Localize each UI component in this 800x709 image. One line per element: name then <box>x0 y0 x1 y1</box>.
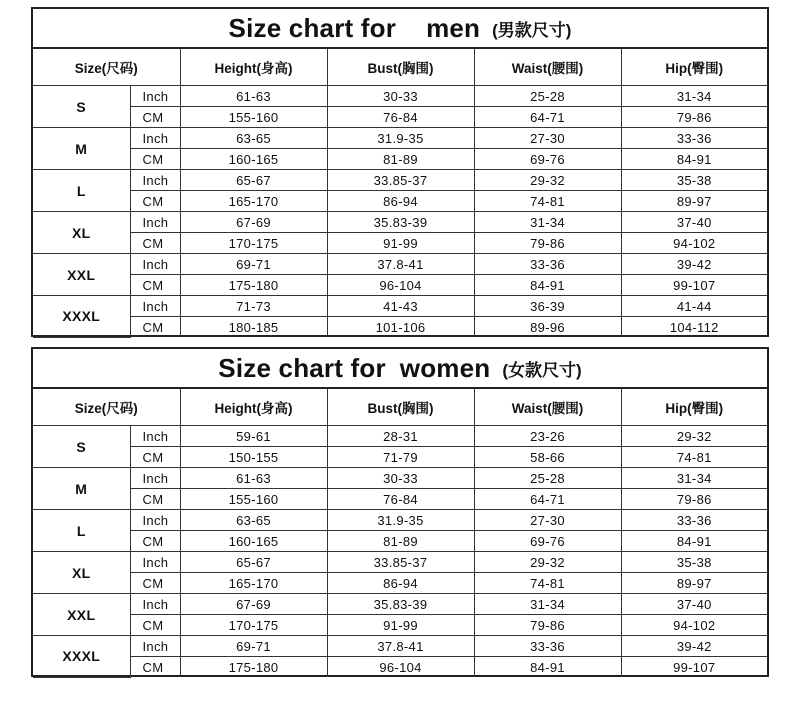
title-cn: (女款尺寸) <box>502 360 582 380</box>
waist-cell: 27-30 <box>474 510 621 531</box>
height-cell: 69-71 <box>180 636 327 657</box>
table-row <box>33 510 767 531</box>
table-row <box>33 615 767 636</box>
height-cell: 63-65 <box>180 128 327 149</box>
size-table-women <box>33 389 767 678</box>
height-cell: 155-160 <box>180 489 327 510</box>
unit-cell: Inch <box>130 594 180 615</box>
column-header: Hip(臀围) <box>621 389 767 426</box>
height-cell: 65-67 <box>180 170 327 191</box>
unit-cell: CM <box>130 573 180 594</box>
unit-cell: Inch <box>130 170 180 191</box>
column-header: Bust(胸围) <box>327 49 474 86</box>
size-chart-men <box>31 7 769 337</box>
size-chart-women <box>31 347 769 677</box>
table-row <box>33 296 767 317</box>
waist-cell: 36-39 <box>474 296 621 317</box>
hip-cell: 84-91 <box>621 149 767 170</box>
hip-cell: 31-34 <box>621 468 767 489</box>
bust-cell: 28-31 <box>327 426 474 447</box>
bust-cell: 101-106 <box>327 317 474 338</box>
height-cell: 175-180 <box>180 275 327 296</box>
table-row <box>33 275 767 296</box>
size-cell: S <box>33 426 130 468</box>
unit-cell: Inch <box>130 510 180 531</box>
waist-cell: 23-26 <box>474 426 621 447</box>
table-row <box>33 233 767 254</box>
bust-cell: 71-79 <box>327 447 474 468</box>
table-row <box>33 107 767 128</box>
height-cell: 160-165 <box>180 149 327 170</box>
header-row <box>33 389 767 426</box>
size-cell: S <box>33 86 130 128</box>
table-row <box>33 573 767 594</box>
bust-cell: 35.83-39 <box>327 212 474 233</box>
title-cn: (男款尺寸) <box>492 20 572 40</box>
size-cell: XXL <box>33 254 130 296</box>
waist-cell: 33-36 <box>474 254 621 275</box>
unit-cell: CM <box>130 531 180 552</box>
hip-cell: 89-97 <box>621 191 767 212</box>
hip-cell: 99-107 <box>621 275 767 296</box>
title-main: Size chart for <box>218 352 386 383</box>
unit-cell: CM <box>130 107 180 128</box>
waist-cell: 33-36 <box>474 636 621 657</box>
hip-cell: 39-42 <box>621 636 767 657</box>
table-row <box>33 531 767 552</box>
bust-cell: 30-33 <box>327 468 474 489</box>
waist-cell: 58-66 <box>474 447 621 468</box>
bust-cell: 35.83-39 <box>327 594 474 615</box>
table-row <box>33 489 767 510</box>
size-cell: XL <box>33 212 130 254</box>
table-row <box>33 594 767 615</box>
size-cell: XL <box>33 552 130 594</box>
waist-cell: 69-76 <box>474 531 621 552</box>
header-row <box>33 49 767 86</box>
waist-cell: 29-32 <box>474 552 621 573</box>
bust-cell: 31.9-35 <box>327 128 474 149</box>
height-cell: 61-63 <box>180 86 327 107</box>
hip-cell: 39-42 <box>621 254 767 275</box>
waist-cell: 74-81 <box>474 191 621 212</box>
height-cell: 65-67 <box>180 552 327 573</box>
column-header: Hip(臀围) <box>621 49 767 86</box>
bust-cell: 76-84 <box>327 489 474 510</box>
bust-cell: 96-104 <box>327 275 474 296</box>
waist-cell: 31-34 <box>474 212 621 233</box>
unit-cell: CM <box>130 657 180 678</box>
height-cell: 175-180 <box>180 657 327 678</box>
hip-cell: 74-81 <box>621 447 767 468</box>
bust-cell: 86-94 <box>327 573 474 594</box>
hip-cell: 79-86 <box>621 489 767 510</box>
table-row <box>33 254 767 275</box>
waist-cell: 69-76 <box>474 149 621 170</box>
waist-cell: 89-96 <box>474 317 621 338</box>
height-cell: 61-63 <box>180 468 327 489</box>
unit-cell: CM <box>130 149 180 170</box>
hip-cell: 37-40 <box>621 212 767 233</box>
height-cell: 160-165 <box>180 531 327 552</box>
waist-cell: 84-91 <box>474 657 621 678</box>
size-cell: M <box>33 468 130 510</box>
table-row <box>33 657 767 678</box>
chart-title-women <box>33 349 767 389</box>
hip-cell: 104-112 <box>621 317 767 338</box>
title-gender: men <box>426 12 481 43</box>
column-header: Height(身高) <box>180 49 327 86</box>
waist-cell: 79-86 <box>474 615 621 636</box>
unit-cell: Inch <box>130 552 180 573</box>
hip-cell: 84-91 <box>621 531 767 552</box>
title-main: Size chart for <box>228 12 397 43</box>
column-header: Size(尺码) <box>33 389 180 426</box>
unit-cell: Inch <box>130 296 180 317</box>
table-row <box>33 191 767 212</box>
table-row <box>33 212 767 233</box>
bust-cell: 91-99 <box>327 233 474 254</box>
unit-cell: CM <box>130 275 180 296</box>
size-cell: L <box>33 170 130 212</box>
height-cell: 59-61 <box>180 426 327 447</box>
bust-cell: 30-33 <box>327 86 474 107</box>
table-row <box>33 317 767 338</box>
unit-cell: Inch <box>130 636 180 657</box>
waist-cell: 25-28 <box>474 86 621 107</box>
waist-cell: 64-71 <box>474 489 621 510</box>
bust-cell: 33.85-37 <box>327 170 474 191</box>
height-cell: 71-73 <box>180 296 327 317</box>
unit-cell: Inch <box>130 212 180 233</box>
table-row <box>33 128 767 149</box>
hip-cell: 79-86 <box>621 107 767 128</box>
size-cell: M <box>33 128 130 170</box>
unit-cell: Inch <box>130 426 180 447</box>
hip-cell: 37-40 <box>621 594 767 615</box>
hip-cell: 33-36 <box>621 510 767 531</box>
waist-cell: 74-81 <box>474 573 621 594</box>
unit-cell: CM <box>130 233 180 254</box>
unit-cell: CM <box>130 615 180 636</box>
table-row <box>33 149 767 170</box>
size-table-men <box>33 49 767 338</box>
waist-cell: 64-71 <box>474 107 621 128</box>
column-header: Size(尺码) <box>33 49 180 86</box>
unit-cell: CM <box>130 317 180 338</box>
waist-cell: 84-91 <box>474 275 621 296</box>
height-cell: 170-175 <box>180 615 327 636</box>
title-gender: women <box>399 352 491 383</box>
unit-cell: Inch <box>130 128 180 149</box>
chart-title-men <box>33 9 767 49</box>
hip-cell: 99-107 <box>621 657 767 678</box>
column-header: Height(身高) <box>180 389 327 426</box>
hip-cell: 35-38 <box>621 170 767 191</box>
height-cell: 165-170 <box>180 573 327 594</box>
height-cell: 165-170 <box>180 191 327 212</box>
column-header: Waist(腰围) <box>474 49 621 86</box>
height-cell: 180-185 <box>180 317 327 338</box>
hip-cell: 35-38 <box>621 552 767 573</box>
bust-cell: 37.8-41 <box>327 254 474 275</box>
unit-cell: Inch <box>130 86 180 107</box>
hip-cell: 89-97 <box>621 573 767 594</box>
hip-cell: 33-36 <box>621 128 767 149</box>
table-row <box>33 552 767 573</box>
unit-cell: Inch <box>130 468 180 489</box>
bust-cell: 33.85-37 <box>327 552 474 573</box>
unit-cell: CM <box>130 489 180 510</box>
column-header: Waist(腰围) <box>474 389 621 426</box>
unit-cell: CM <box>130 191 180 212</box>
bust-cell: 81-89 <box>327 531 474 552</box>
table-row <box>33 86 767 107</box>
height-cell: 150-155 <box>180 447 327 468</box>
bust-cell: 37.8-41 <box>327 636 474 657</box>
unit-cell: Inch <box>130 254 180 275</box>
bust-cell: 91-99 <box>327 615 474 636</box>
size-cell: L <box>33 510 130 552</box>
table-row <box>33 468 767 489</box>
table-row <box>33 426 767 447</box>
hip-cell: 31-34 <box>621 86 767 107</box>
bust-cell: 76-84 <box>327 107 474 128</box>
column-header: Bust(胸围) <box>327 389 474 426</box>
waist-cell: 27-30 <box>474 128 621 149</box>
height-cell: 67-69 <box>180 212 327 233</box>
hip-cell: 94-102 <box>621 233 767 254</box>
size-cell: XXXL <box>33 296 130 338</box>
height-cell: 155-160 <box>180 107 327 128</box>
table-row <box>33 636 767 657</box>
hip-cell: 41-44 <box>621 296 767 317</box>
waist-cell: 79-86 <box>474 233 621 254</box>
height-cell: 170-175 <box>180 233 327 254</box>
waist-cell: 29-32 <box>474 170 621 191</box>
hip-cell: 29-32 <box>621 426 767 447</box>
table-row <box>33 170 767 191</box>
table-row <box>33 447 767 468</box>
hip-cell: 94-102 <box>621 615 767 636</box>
size-cell: XXL <box>33 594 130 636</box>
waist-cell: 25-28 <box>474 468 621 489</box>
bust-cell: 31.9-35 <box>327 510 474 531</box>
bust-cell: 86-94 <box>327 191 474 212</box>
bust-cell: 81-89 <box>327 149 474 170</box>
height-cell: 63-65 <box>180 510 327 531</box>
bust-cell: 96-104 <box>327 657 474 678</box>
height-cell: 69-71 <box>180 254 327 275</box>
height-cell: 67-69 <box>180 594 327 615</box>
waist-cell: 31-34 <box>474 594 621 615</box>
unit-cell: CM <box>130 447 180 468</box>
bust-cell: 41-43 <box>327 296 474 317</box>
size-cell: XXXL <box>33 636 130 678</box>
